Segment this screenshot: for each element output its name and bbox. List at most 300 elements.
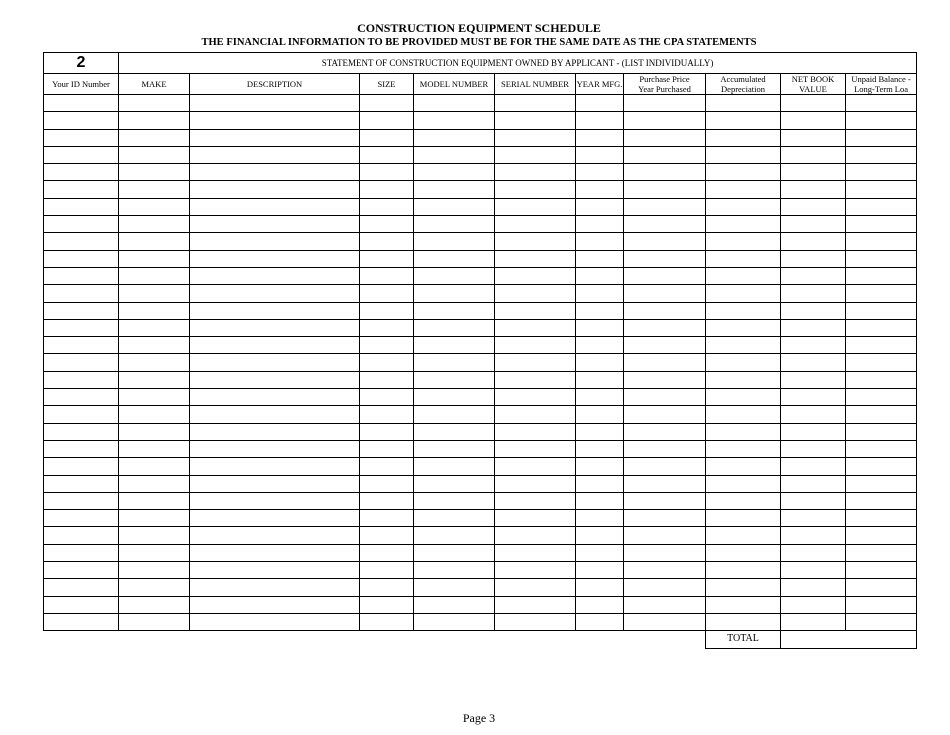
cell-year-mfg[interactable] bbox=[576, 146, 624, 163]
cell-model-number[interactable] bbox=[414, 562, 495, 579]
cell-id-number[interactable] bbox=[44, 250, 119, 267]
cell-description[interactable] bbox=[190, 613, 360, 630]
cell-make[interactable] bbox=[119, 129, 190, 146]
cell-net-book-value[interactable] bbox=[781, 371, 846, 388]
cell-model-number[interactable] bbox=[414, 475, 495, 492]
cell-size[interactable] bbox=[360, 198, 414, 215]
total-value-field[interactable] bbox=[781, 631, 917, 648]
cell-year-mfg[interactable] bbox=[576, 267, 624, 284]
cell-make[interactable] bbox=[119, 164, 190, 181]
cell-year-mfg[interactable] bbox=[576, 181, 624, 198]
cell-purchase-price[interactable] bbox=[624, 250, 706, 267]
cell-purchase-price[interactable] bbox=[624, 613, 706, 630]
cell-purchase-price[interactable] bbox=[624, 216, 706, 233]
cell-description[interactable] bbox=[190, 389, 360, 406]
cell-year-mfg[interactable] bbox=[576, 458, 624, 475]
cell-serial-number[interactable] bbox=[495, 562, 576, 579]
cell-accumulated-depreciation[interactable] bbox=[706, 337, 781, 354]
cell-year-mfg[interactable] bbox=[576, 613, 624, 630]
cell-year-mfg[interactable] bbox=[576, 285, 624, 302]
cell-make[interactable] bbox=[119, 250, 190, 267]
cell-make[interactable] bbox=[119, 216, 190, 233]
cell-serial-number[interactable] bbox=[495, 198, 576, 215]
cell-id-number[interactable] bbox=[44, 579, 119, 596]
cell-id-number[interactable] bbox=[44, 129, 119, 146]
cell-make[interactable] bbox=[119, 181, 190, 198]
cell-size[interactable] bbox=[360, 475, 414, 492]
cell-description[interactable] bbox=[190, 233, 360, 250]
cell-model-number[interactable] bbox=[414, 371, 495, 388]
cell-accumulated-depreciation[interactable] bbox=[706, 371, 781, 388]
cell-accumulated-depreciation[interactable] bbox=[706, 302, 781, 319]
cell-accumulated-depreciation[interactable] bbox=[706, 492, 781, 509]
cell-description[interactable] bbox=[190, 527, 360, 544]
cell-year-mfg[interactable] bbox=[576, 527, 624, 544]
cell-year-mfg[interactable] bbox=[576, 95, 624, 112]
cell-net-book-value[interactable] bbox=[781, 181, 846, 198]
cell-id-number[interactable] bbox=[44, 510, 119, 527]
cell-id-number[interactable] bbox=[44, 475, 119, 492]
cell-id-number[interactable] bbox=[44, 233, 119, 250]
cell-size[interactable] bbox=[360, 371, 414, 388]
cell-purchase-price[interactable] bbox=[624, 164, 706, 181]
cell-size[interactable] bbox=[360, 406, 414, 423]
cell-description[interactable] bbox=[190, 562, 360, 579]
cell-model-number[interactable] bbox=[414, 146, 495, 163]
cell-serial-number[interactable] bbox=[495, 406, 576, 423]
cell-model-number[interactable] bbox=[414, 354, 495, 371]
cell-size[interactable] bbox=[360, 492, 414, 509]
cell-serial-number[interactable] bbox=[495, 613, 576, 630]
cell-make[interactable] bbox=[119, 371, 190, 388]
cell-net-book-value[interactable] bbox=[781, 146, 846, 163]
cell-size[interactable] bbox=[360, 579, 414, 596]
cell-unpaid-balance[interactable] bbox=[846, 544, 917, 561]
cell-net-book-value[interactable] bbox=[781, 337, 846, 354]
cell-make[interactable] bbox=[119, 267, 190, 284]
cell-accumulated-depreciation[interactable] bbox=[706, 579, 781, 596]
cell-model-number[interactable] bbox=[414, 233, 495, 250]
cell-purchase-price[interactable] bbox=[624, 95, 706, 112]
cell-accumulated-depreciation[interactable] bbox=[706, 544, 781, 561]
cell-purchase-price[interactable] bbox=[624, 423, 706, 440]
cell-net-book-value[interactable] bbox=[781, 389, 846, 406]
cell-size[interactable] bbox=[360, 164, 414, 181]
cell-unpaid-balance[interactable] bbox=[846, 440, 917, 457]
cell-unpaid-balance[interactable] bbox=[846, 527, 917, 544]
cell-net-book-value[interactable] bbox=[781, 164, 846, 181]
cell-model-number[interactable] bbox=[414, 527, 495, 544]
cell-serial-number[interactable] bbox=[495, 250, 576, 267]
cell-year-mfg[interactable] bbox=[576, 164, 624, 181]
cell-unpaid-balance[interactable] bbox=[846, 406, 917, 423]
cell-id-number[interactable] bbox=[44, 285, 119, 302]
cell-make[interactable] bbox=[119, 146, 190, 163]
cell-make[interactable] bbox=[119, 562, 190, 579]
cell-unpaid-balance[interactable] bbox=[846, 475, 917, 492]
cell-serial-number[interactable] bbox=[495, 337, 576, 354]
cell-accumulated-depreciation[interactable] bbox=[706, 613, 781, 630]
cell-year-mfg[interactable] bbox=[576, 406, 624, 423]
cell-purchase-price[interactable] bbox=[624, 562, 706, 579]
cell-model-number[interactable] bbox=[414, 337, 495, 354]
cell-description[interactable] bbox=[190, 579, 360, 596]
cell-purchase-price[interactable] bbox=[624, 458, 706, 475]
cell-net-book-value[interactable] bbox=[781, 510, 846, 527]
cell-purchase-price[interactable] bbox=[624, 389, 706, 406]
cell-accumulated-depreciation[interactable] bbox=[706, 596, 781, 613]
cell-id-number[interactable] bbox=[44, 544, 119, 561]
cell-model-number[interactable] bbox=[414, 389, 495, 406]
cell-description[interactable] bbox=[190, 371, 360, 388]
cell-net-book-value[interactable] bbox=[781, 129, 846, 146]
cell-id-number[interactable] bbox=[44, 198, 119, 215]
cell-year-mfg[interactable] bbox=[576, 302, 624, 319]
cell-model-number[interactable] bbox=[414, 492, 495, 509]
cell-model-number[interactable] bbox=[414, 164, 495, 181]
cell-serial-number[interactable] bbox=[495, 579, 576, 596]
cell-description[interactable] bbox=[190, 164, 360, 181]
cell-serial-number[interactable] bbox=[495, 492, 576, 509]
cell-purchase-price[interactable] bbox=[624, 527, 706, 544]
cell-purchase-price[interactable] bbox=[624, 510, 706, 527]
cell-serial-number[interactable] bbox=[495, 146, 576, 163]
cell-id-number[interactable] bbox=[44, 319, 119, 336]
cell-make[interactable] bbox=[119, 95, 190, 112]
cell-net-book-value[interactable] bbox=[781, 440, 846, 457]
cell-serial-number[interactable] bbox=[495, 285, 576, 302]
cell-accumulated-depreciation[interactable] bbox=[706, 510, 781, 527]
cell-year-mfg[interactable] bbox=[576, 492, 624, 509]
cell-unpaid-balance[interactable] bbox=[846, 216, 917, 233]
cell-purchase-price[interactable] bbox=[624, 440, 706, 457]
cell-model-number[interactable] bbox=[414, 250, 495, 267]
cell-accumulated-depreciation[interactable] bbox=[706, 250, 781, 267]
cell-model-number[interactable] bbox=[414, 510, 495, 527]
cell-make[interactable] bbox=[119, 319, 190, 336]
cell-purchase-price[interactable] bbox=[624, 544, 706, 561]
cell-model-number[interactable] bbox=[414, 285, 495, 302]
cell-size[interactable] bbox=[360, 95, 414, 112]
cell-size[interactable] bbox=[360, 527, 414, 544]
cell-unpaid-balance[interactable] bbox=[846, 562, 917, 579]
cell-serial-number[interactable] bbox=[495, 510, 576, 527]
cell-make[interactable] bbox=[119, 492, 190, 509]
cell-model-number[interactable] bbox=[414, 440, 495, 457]
cell-accumulated-depreciation[interactable] bbox=[706, 285, 781, 302]
cell-purchase-price[interactable] bbox=[624, 129, 706, 146]
cell-accumulated-depreciation[interactable] bbox=[706, 267, 781, 284]
cell-year-mfg[interactable] bbox=[576, 596, 624, 613]
cell-id-number[interactable] bbox=[44, 458, 119, 475]
cell-purchase-price[interactable] bbox=[624, 146, 706, 163]
cell-accumulated-depreciation[interactable] bbox=[706, 112, 781, 129]
cell-description[interactable] bbox=[190, 198, 360, 215]
cell-id-number[interactable] bbox=[44, 354, 119, 371]
cell-accumulated-depreciation[interactable] bbox=[706, 95, 781, 112]
cell-unpaid-balance[interactable] bbox=[846, 337, 917, 354]
cell-size[interactable] bbox=[360, 337, 414, 354]
cell-id-number[interactable] bbox=[44, 164, 119, 181]
cell-model-number[interactable] bbox=[414, 267, 495, 284]
cell-accumulated-depreciation[interactable] bbox=[706, 440, 781, 457]
cell-purchase-price[interactable] bbox=[624, 596, 706, 613]
cell-year-mfg[interactable] bbox=[576, 337, 624, 354]
cell-model-number[interactable] bbox=[414, 112, 495, 129]
cell-description[interactable] bbox=[190, 544, 360, 561]
cell-make[interactable] bbox=[119, 112, 190, 129]
cell-net-book-value[interactable] bbox=[781, 475, 846, 492]
cell-unpaid-balance[interactable] bbox=[846, 112, 917, 129]
cell-size[interactable] bbox=[360, 319, 414, 336]
cell-id-number[interactable] bbox=[44, 216, 119, 233]
cell-size[interactable] bbox=[360, 389, 414, 406]
cell-unpaid-balance[interactable] bbox=[846, 389, 917, 406]
cell-make[interactable] bbox=[119, 510, 190, 527]
cell-accumulated-depreciation[interactable] bbox=[706, 129, 781, 146]
cell-serial-number[interactable] bbox=[495, 129, 576, 146]
cell-description[interactable] bbox=[190, 250, 360, 267]
cell-purchase-price[interactable] bbox=[624, 181, 706, 198]
cell-net-book-value[interactable] bbox=[781, 423, 846, 440]
cell-accumulated-depreciation[interactable] bbox=[706, 458, 781, 475]
cell-unpaid-balance[interactable] bbox=[846, 129, 917, 146]
cell-id-number[interactable] bbox=[44, 492, 119, 509]
cell-year-mfg[interactable] bbox=[576, 423, 624, 440]
cell-id-number[interactable] bbox=[44, 146, 119, 163]
cell-year-mfg[interactable] bbox=[576, 129, 624, 146]
cell-serial-number[interactable] bbox=[495, 440, 576, 457]
cell-purchase-price[interactable] bbox=[624, 354, 706, 371]
cell-accumulated-depreciation[interactable] bbox=[706, 181, 781, 198]
cell-description[interactable] bbox=[190, 440, 360, 457]
cell-net-book-value[interactable] bbox=[781, 233, 846, 250]
cell-make[interactable] bbox=[119, 389, 190, 406]
cell-serial-number[interactable] bbox=[495, 458, 576, 475]
cell-serial-number[interactable] bbox=[495, 354, 576, 371]
cell-description[interactable] bbox=[190, 510, 360, 527]
cell-net-book-value[interactable] bbox=[781, 544, 846, 561]
cell-model-number[interactable] bbox=[414, 544, 495, 561]
cell-make[interactable] bbox=[119, 302, 190, 319]
cell-serial-number[interactable] bbox=[495, 95, 576, 112]
cell-make[interactable] bbox=[119, 198, 190, 215]
cell-unpaid-balance[interactable] bbox=[846, 95, 917, 112]
cell-serial-number[interactable] bbox=[495, 267, 576, 284]
cell-accumulated-depreciation[interactable] bbox=[706, 475, 781, 492]
cell-purchase-price[interactable] bbox=[624, 406, 706, 423]
cell-id-number[interactable] bbox=[44, 181, 119, 198]
cell-serial-number[interactable] bbox=[495, 319, 576, 336]
cell-net-book-value[interactable] bbox=[781, 613, 846, 630]
cell-unpaid-balance[interactable] bbox=[846, 510, 917, 527]
cell-net-book-value[interactable] bbox=[781, 492, 846, 509]
cell-accumulated-depreciation[interactable] bbox=[706, 164, 781, 181]
cell-purchase-price[interactable] bbox=[624, 579, 706, 596]
cell-unpaid-balance[interactable] bbox=[846, 146, 917, 163]
cell-serial-number[interactable] bbox=[495, 233, 576, 250]
cell-size[interactable] bbox=[360, 544, 414, 561]
cell-unpaid-balance[interactable] bbox=[846, 267, 917, 284]
cell-year-mfg[interactable] bbox=[576, 371, 624, 388]
cell-accumulated-depreciation[interactable] bbox=[706, 527, 781, 544]
cell-model-number[interactable] bbox=[414, 596, 495, 613]
cell-model-number[interactable] bbox=[414, 198, 495, 215]
cell-unpaid-balance[interactable] bbox=[846, 319, 917, 336]
cell-accumulated-depreciation[interactable] bbox=[706, 146, 781, 163]
cell-unpaid-balance[interactable] bbox=[846, 233, 917, 250]
cell-size[interactable] bbox=[360, 354, 414, 371]
cell-make[interactable] bbox=[119, 440, 190, 457]
cell-model-number[interactable] bbox=[414, 423, 495, 440]
cell-purchase-price[interactable] bbox=[624, 112, 706, 129]
cell-purchase-price[interactable] bbox=[624, 267, 706, 284]
cell-model-number[interactable] bbox=[414, 216, 495, 233]
cell-make[interactable] bbox=[119, 579, 190, 596]
cell-model-number[interactable] bbox=[414, 579, 495, 596]
cell-unpaid-balance[interactable] bbox=[846, 492, 917, 509]
cell-serial-number[interactable] bbox=[495, 475, 576, 492]
cell-id-number[interactable] bbox=[44, 562, 119, 579]
cell-model-number[interactable] bbox=[414, 95, 495, 112]
cell-id-number[interactable] bbox=[44, 389, 119, 406]
cell-unpaid-balance[interactable] bbox=[846, 613, 917, 630]
cell-make[interactable] bbox=[119, 527, 190, 544]
cell-serial-number[interactable] bbox=[495, 216, 576, 233]
cell-net-book-value[interactable] bbox=[781, 285, 846, 302]
cell-year-mfg[interactable] bbox=[576, 250, 624, 267]
cell-purchase-price[interactable] bbox=[624, 302, 706, 319]
cell-description[interactable] bbox=[190, 596, 360, 613]
cell-size[interactable] bbox=[360, 510, 414, 527]
cell-model-number[interactable] bbox=[414, 129, 495, 146]
cell-accumulated-depreciation[interactable] bbox=[706, 423, 781, 440]
cell-size[interactable] bbox=[360, 596, 414, 613]
cell-unpaid-balance[interactable] bbox=[846, 423, 917, 440]
cell-description[interactable] bbox=[190, 492, 360, 509]
cell-model-number[interactable] bbox=[414, 302, 495, 319]
cell-net-book-value[interactable] bbox=[781, 267, 846, 284]
cell-serial-number[interactable] bbox=[495, 112, 576, 129]
cell-id-number[interactable] bbox=[44, 527, 119, 544]
cell-size[interactable] bbox=[360, 129, 414, 146]
cell-size[interactable] bbox=[360, 458, 414, 475]
cell-id-number[interactable] bbox=[44, 423, 119, 440]
cell-description[interactable] bbox=[190, 354, 360, 371]
cell-id-number[interactable] bbox=[44, 112, 119, 129]
cell-unpaid-balance[interactable] bbox=[846, 371, 917, 388]
cell-unpaid-balance[interactable] bbox=[846, 579, 917, 596]
cell-description[interactable] bbox=[190, 475, 360, 492]
cell-unpaid-balance[interactable] bbox=[846, 250, 917, 267]
cell-unpaid-balance[interactable] bbox=[846, 198, 917, 215]
cell-make[interactable] bbox=[119, 233, 190, 250]
cell-unpaid-balance[interactable] bbox=[846, 458, 917, 475]
cell-description[interactable] bbox=[190, 285, 360, 302]
cell-id-number[interactable] bbox=[44, 371, 119, 388]
cell-net-book-value[interactable] bbox=[781, 112, 846, 129]
cell-make[interactable] bbox=[119, 544, 190, 561]
cell-size[interactable] bbox=[360, 267, 414, 284]
cell-net-book-value[interactable] bbox=[781, 216, 846, 233]
cell-size[interactable] bbox=[360, 423, 414, 440]
cell-serial-number[interactable] bbox=[495, 302, 576, 319]
cell-serial-number[interactable] bbox=[495, 371, 576, 388]
cell-year-mfg[interactable] bbox=[576, 112, 624, 129]
cell-accumulated-depreciation[interactable] bbox=[706, 216, 781, 233]
cell-unpaid-balance[interactable] bbox=[846, 596, 917, 613]
cell-make[interactable] bbox=[119, 354, 190, 371]
cell-unpaid-balance[interactable] bbox=[846, 354, 917, 371]
cell-id-number[interactable] bbox=[44, 406, 119, 423]
cell-year-mfg[interactable] bbox=[576, 216, 624, 233]
cell-accumulated-depreciation[interactable] bbox=[706, 354, 781, 371]
cell-purchase-price[interactable] bbox=[624, 337, 706, 354]
cell-size[interactable] bbox=[360, 216, 414, 233]
cell-id-number[interactable] bbox=[44, 596, 119, 613]
cell-description[interactable] bbox=[190, 216, 360, 233]
cell-year-mfg[interactable] bbox=[576, 579, 624, 596]
cell-description[interactable] bbox=[190, 319, 360, 336]
cell-year-mfg[interactable] bbox=[576, 354, 624, 371]
cell-net-book-value[interactable] bbox=[781, 458, 846, 475]
cell-accumulated-depreciation[interactable] bbox=[706, 198, 781, 215]
cell-net-book-value[interactable] bbox=[781, 562, 846, 579]
cell-year-mfg[interactable] bbox=[576, 198, 624, 215]
cell-description[interactable] bbox=[190, 112, 360, 129]
cell-make[interactable] bbox=[119, 285, 190, 302]
cell-size[interactable] bbox=[360, 146, 414, 163]
cell-serial-number[interactable] bbox=[495, 181, 576, 198]
cell-year-mfg[interactable] bbox=[576, 319, 624, 336]
cell-description[interactable] bbox=[190, 181, 360, 198]
cell-make[interactable] bbox=[119, 406, 190, 423]
cell-net-book-value[interactable] bbox=[781, 250, 846, 267]
cell-net-book-value[interactable] bbox=[781, 579, 846, 596]
cell-purchase-price[interactable] bbox=[624, 371, 706, 388]
cell-net-book-value[interactable] bbox=[781, 95, 846, 112]
cell-id-number[interactable] bbox=[44, 95, 119, 112]
cell-purchase-price[interactable] bbox=[624, 475, 706, 492]
cell-year-mfg[interactable] bbox=[576, 475, 624, 492]
cell-year-mfg[interactable] bbox=[576, 440, 624, 457]
cell-description[interactable] bbox=[190, 95, 360, 112]
cell-serial-number[interactable] bbox=[495, 389, 576, 406]
cell-make[interactable] bbox=[119, 596, 190, 613]
cell-serial-number[interactable] bbox=[495, 527, 576, 544]
cell-year-mfg[interactable] bbox=[576, 510, 624, 527]
cell-model-number[interactable] bbox=[414, 181, 495, 198]
cell-serial-number[interactable] bbox=[495, 423, 576, 440]
cell-description[interactable] bbox=[190, 302, 360, 319]
cell-serial-number[interactable] bbox=[495, 544, 576, 561]
cell-id-number[interactable] bbox=[44, 267, 119, 284]
cell-purchase-price[interactable] bbox=[624, 492, 706, 509]
cell-net-book-value[interactable] bbox=[781, 527, 846, 544]
cell-unpaid-balance[interactable] bbox=[846, 285, 917, 302]
cell-unpaid-balance[interactable] bbox=[846, 302, 917, 319]
cell-serial-number[interactable] bbox=[495, 164, 576, 181]
cell-purchase-price[interactable] bbox=[624, 198, 706, 215]
cell-description[interactable] bbox=[190, 337, 360, 354]
cell-make[interactable] bbox=[119, 458, 190, 475]
cell-accumulated-depreciation[interactable] bbox=[706, 389, 781, 406]
cell-size[interactable] bbox=[360, 181, 414, 198]
cell-unpaid-balance[interactable] bbox=[846, 164, 917, 181]
cell-id-number[interactable] bbox=[44, 337, 119, 354]
cell-year-mfg[interactable] bbox=[576, 562, 624, 579]
cell-net-book-value[interactable] bbox=[781, 354, 846, 371]
